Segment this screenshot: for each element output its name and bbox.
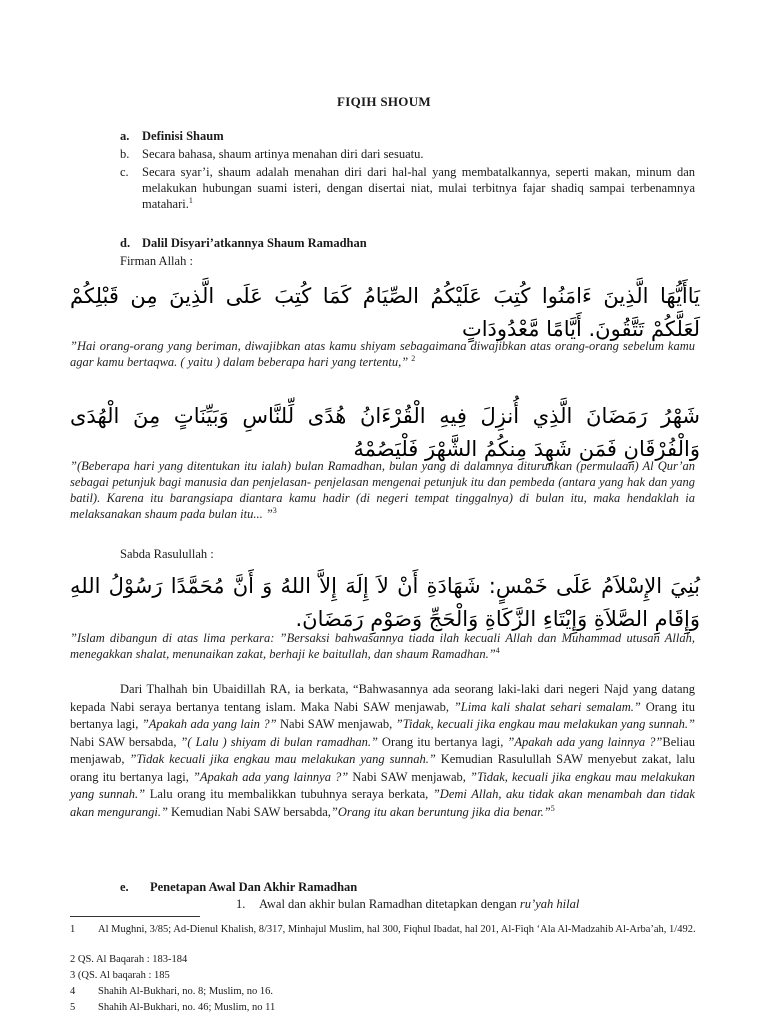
footnote-text: 3 (QS. Al baqarah : 185: [70, 970, 170, 981]
list-item-text: [142, 164, 695, 212]
footnote-ref-3: 3: [272, 505, 277, 515]
footnote-separator: [70, 916, 200, 917]
firman-label: Firman Allah :: [120, 254, 193, 268]
hadith-quote: ”( Lalu ) shiyam di bulan ramadhan.”: [180, 734, 378, 749]
hadith-paragraph: [70, 681, 695, 821]
hadith-text: Kemudian Nabi SAW bersabda,: [167, 804, 331, 819]
arabic-hadith: بُنِيَ الإِسْلاَمُ عَلَى خَمْسٍ: شَهَادَةِ أَنْ لاَ إِلَهَ إِلاَّ اللهُ وَ أَنَّ مُحَمَّدًا رَسُوْلُ اللهِ وَإِقَامِ الصَّلاَةِ وَإِيْتَاءِ الزَّكَاةِ وَالْحَجِّ وَصَوْمِ رَمَضَانَ.: [70, 574, 700, 631]
footnote-number: 1: [70, 924, 76, 935]
hadith-text: Nabi SAW menjawab,: [276, 717, 396, 731]
list-item-marker: c.: [120, 165, 129, 179]
footnote-number: 4: [70, 986, 76, 997]
footnote-ref-5: 5: [550, 803, 555, 813]
list-item-e1-text: [259, 896, 697, 912]
hadith-text: Dari Thalhah bin Ubaidillah RA, ia berkata, “Bahwasannya ada seorang laki-laki dari negeri Najd yang datang kepada Nabi seraya bertanya tentang islam. Maka Nabi SAW menjawab,: [70, 682, 695, 714]
list-item-text: Secara bahasa, shaum artinya menahan diri dari sesuatu.: [142, 147, 424, 161]
translation-1-text: ”Hai orang-orang yang beriman, diwajibkan atas kamu shiyam sebagaimana diwajibkan atas orang-orang sebelum kamu agar kamu bertaqwa. ( yaitu ) dalam beberapa hari yang tertentu,”: [70, 339, 695, 369]
footnote-ref-4: 4: [495, 645, 500, 655]
hadith-text: Orang itu bertanya lagi,: [70, 699, 695, 731]
sabda-label: Sabda Rasulullah :: [120, 547, 214, 561]
page-title: FIQIH SHOUM: [337, 94, 431, 109]
footnote-3: [70, 969, 698, 983]
arabic-verse-2: شَهْرُ رَمَضَانَ الَّذِي أُنزِلَ فِيهِ الْقُرْءَانُ هُدًى لِّلنَّاسِ وَبَيِّنَاتٍ مِنَ الْهُدَى وَالْفُرْقَانِ فَمَن شَهِدَ مِنكُمُ الشَّهْرَ فَلْيَصُمْهُ: [70, 404, 700, 461]
translation-2-text: ”(Beberapa hari yang ditentukan itu ialah) bulan Ramadhan, bulan yang di dalamnya diturunkan (permulaan) Al Qur’an sebagai petunjuk bagi manusia dan penjelasan- penjelasan mengenai petunjuk itu dan pembeda (antara yang hak dan yang batil). Karena itu barangsiapa diantara kamu hadir (di negeri tempat tinggalnya) di bulan itu, maka hendaklah ia melaksanakan shaum pada bulan itu... ”: [70, 459, 695, 521]
footnote-5: [70, 1001, 698, 1015]
list-item-text: Awal dan akhir bulan Ramadhan ditetapkan dengan: [259, 897, 520, 911]
translation-3: [70, 630, 695, 662]
list-item-marker: b.: [120, 147, 130, 161]
section-a-marker: a.: [120, 129, 130, 143]
section-d-marker: d.: [120, 236, 131, 250]
section-e-heading: Penetapan Awal Dan Akhir Ramadhan: [150, 880, 358, 894]
hadith-text: Nabi SAW menjawab,: [348, 769, 471, 784]
hadith-quote: ”Tidak, kecuali jika engkau mau melakukan yang sunnah.”: [70, 769, 695, 801]
arabic-verse-1: يَاأَيُّهَا الَّذِينَ ءَامَنُوا كُتِبَ عَلَيْكُمُ الصِّيَامُ كَمَا كُتِبَ عَلَى الَّذِينَ مِن قَبْلِكُمْ لَعَلَّكُمْ تَتَّقُونَ. أَيَّامًا مَّعْدُودَاتٍ: [70, 284, 700, 341]
hadith-text: Lalu orang itu membalikkan tubuhnya seraya berkata,: [145, 787, 433, 801]
hadith-text: Orang itu bertanya lagi,: [377, 734, 508, 749]
footnote-2: [70, 953, 698, 967]
footnote-ref-1: 1: [188, 195, 193, 205]
hadith-quote: ”Tidak, kecuali jika engkau mau melakukan yang sunnah.”: [395, 717, 695, 731]
footnote-text: Al Mughni, 3/85; Ad-Dienul Khalish, 8/317, Minhajul Muslim, hal 300, Fiqhul Ibadat, hal 201, Al-Fiqh ‘Ala Al-Madzahib Al-Arba’ah, 1/492.: [98, 924, 696, 935]
hadith-quote: ”Orang itu akan beruntung jika dia benar.”: [330, 804, 551, 819]
hadith-quote: ”Apakah ada yang lainnya ?”: [507, 734, 663, 749]
translation-2: [70, 458, 695, 522]
list-item-b: [120, 146, 695, 162]
footnote-text: Shahih Al-Bukhari, no. 46; Muslim, no 11: [98, 1002, 276, 1013]
footnote-number: 5: [70, 1002, 76, 1013]
footnote-1: [70, 923, 698, 937]
translation-1: [70, 338, 695, 370]
hadith-quote: ”Apakah ada yang lainnya ?”: [192, 769, 349, 784]
hadith-text: Kemudian Rasulullah SAW menyebut zakat, lalu orang itu bertanya lagi,: [70, 752, 696, 784]
hadith-text: Nabi SAW bersabda,: [70, 734, 181, 749]
footnote-ref-2: 2: [411, 353, 416, 363]
hadith-quote: ”Apakah ada yang lain ?”: [141, 717, 277, 731]
hadith-quote: ”Demi Allah, aku tidak akan menambah dan tidak akan mengurangi.”: [70, 787, 695, 819]
list-item-c: [120, 164, 695, 212]
hadith-text: Beliau menjawab,: [70, 734, 695, 766]
list-item-text-body: Secara syar’i, shaum adalah menahan diri dari hal-hal yang membatalkannya, seperti makan, minum dan melakukan hubungan suami isteri, dengan disertai niat, mulai terbitnya fajar shadiq sampai terbenamnya matahari.: [142, 165, 695, 211]
section-e-marker: e.: [120, 880, 129, 894]
translation-3-text: ”Islam dibangun di atas lima perkara: ”Bersaksi bahwasannya tiada ilah kecuali Allah dan Muhammad utusan Allah, menegakkan shalat, menunaikan zakat, berhaji ke baitullah, dan shaum Ramadhan.”: [70, 631, 695, 661]
section-d-heading: Dalil Disyari’atkannya Shaum Ramadhan: [142, 236, 367, 250]
list-item-emphasis: ru’yah hilal: [519, 897, 580, 911]
section-a-heading: Definisi Shaum: [142, 129, 224, 143]
footnote-4: [70, 985, 698, 999]
list-item-e1-marker: 1.: [236, 897, 246, 911]
hadith-quote: ”Lima kali shalat sehari semalam.”: [453, 699, 641, 714]
hadith-quote: ”Tidak kecuali jika engkau mau melakukan yang sunnah.”: [129, 752, 436, 766]
footnote-text: Shahih Al-Bukhari, no. 8; Muslim, no 16.: [98, 986, 274, 997]
footnote-text: 2 QS. Al Baqarah : 183-184: [70, 954, 188, 965]
